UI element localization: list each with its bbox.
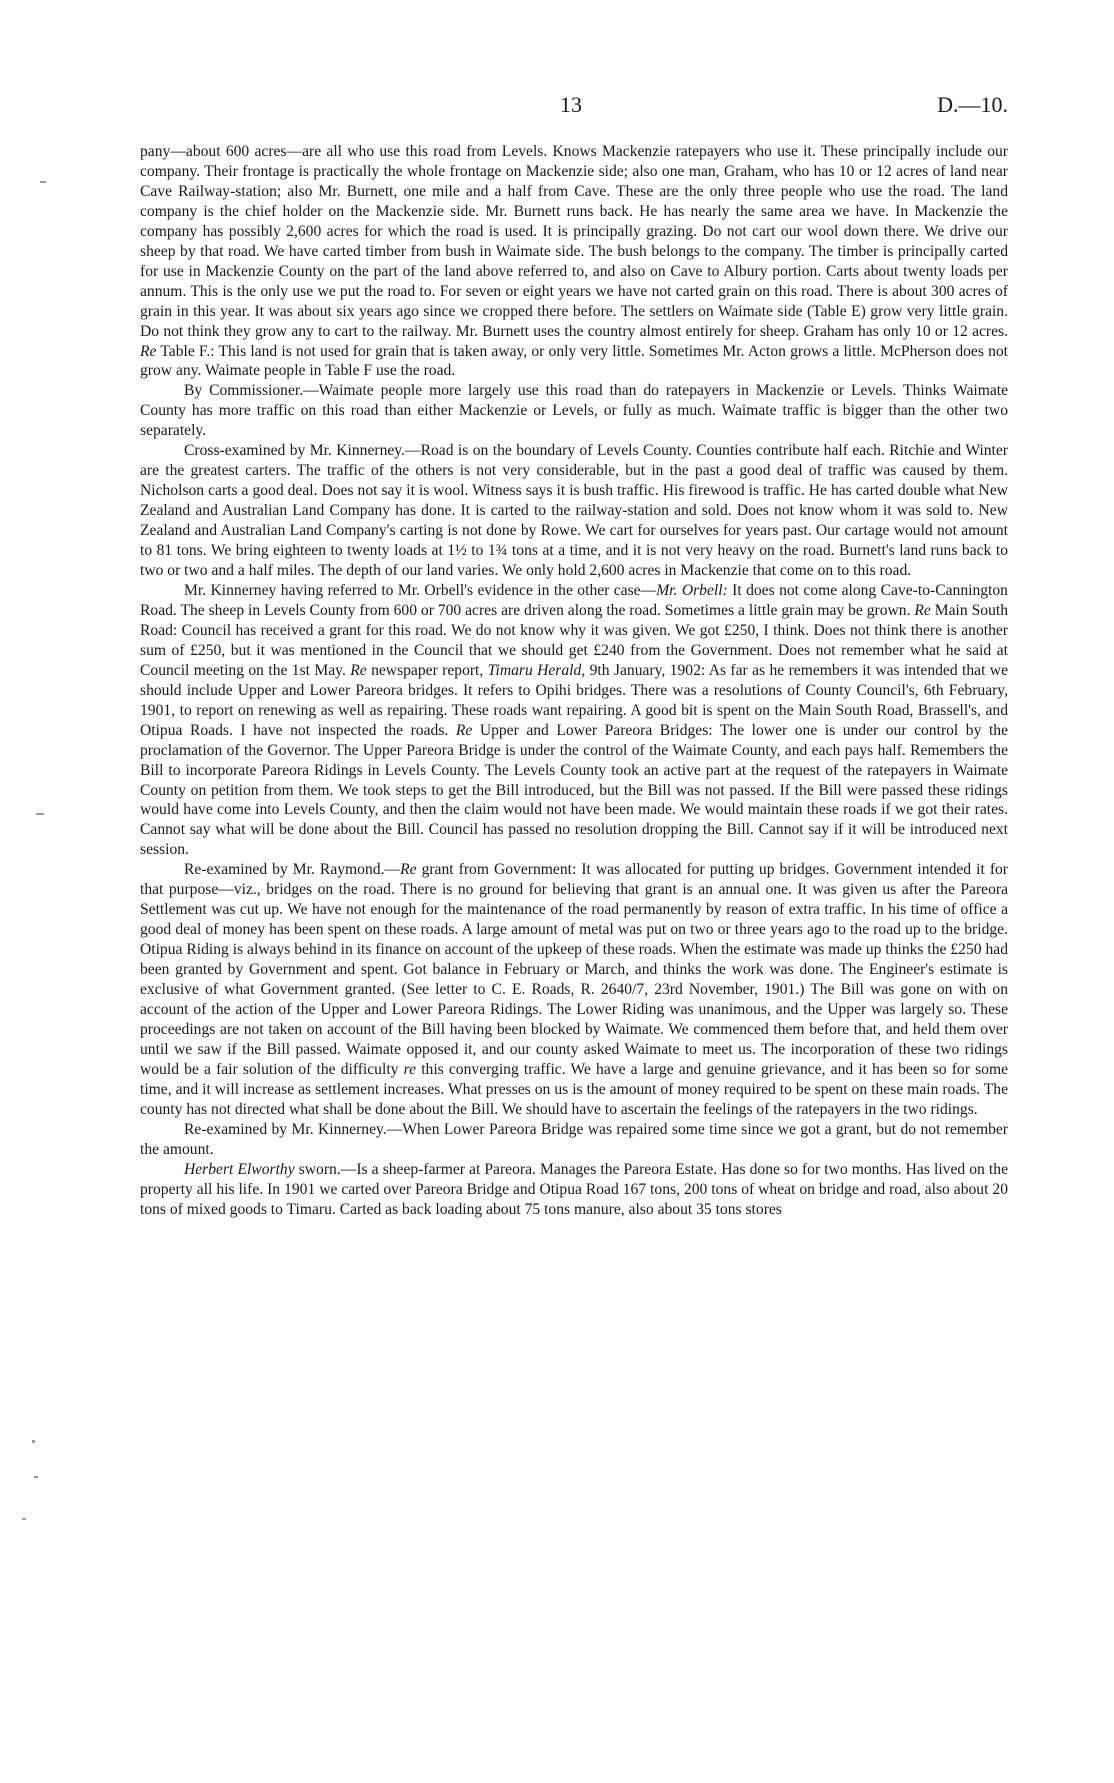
text-run: Main South Road: Council has received a grant for this road. We do not know why it was given. We got £250, I think. Does not think there is another sum of £250, but it was mentioned in the Council that we should get £240 from the Government. Does not remember what he said at Council meeting on the 1st May. [140, 601, 1009, 679]
italic-text: Herbert Elworthy [184, 1160, 295, 1178]
margin-mark [22, 1518, 26, 1520]
paragraph [140, 1160, 1008, 1220]
text-run: pany—about 600 acres—are all who use this road from Levels. Knows Mackenzie ratepayers who use it. These principally include our company. Their frontage is practically the whole frontage on Mackenzie side; also one man, Graham, who has 10 or 12 acres of land near Cave Railway-station; also Mr. Burnett, one mile and a half from Cave. These are the only three people who use the road. The land company is the chief holder on the Mackenzie side. Mr. Burnett runs back. He has nearly the same area we have. In Mackenzie the company has possibly 2,600 acres for which the road is used. It is principally grazing. Do not cart our wool down there. We drive our sheep by that road. We have carted timber from bush in Waimate side. The bush belongs to the company. The timber is principally carted for use in Mackenzie County on the part of the land above referred to, and also on Cave to Albury portion. Carts about twenty loads per annum. This is the only use we put the road to. For seven or eight years we have not carted grain on this road. There is about 300 acres of grain in this year. It was about six years ago since we cropped there before. The settlers on Waimate side (Table E) grow very little grain. Do not think they grow any to cart to the railway. Mr. Burnett uses the country almost entirely for sheep. Graham has only 10 or 12 acres. [140, 143, 1008, 340]
margin-mark [40, 181, 46, 183]
italic-text: Mr. Orbell: [656, 581, 728, 599]
italic-text: re [403, 1060, 417, 1078]
italic-text: Timaru Herald [487, 661, 582, 679]
text-run: this converging traffic. We have a large and genuine grievance, and it has been so for some time, and it will increase as settlement increases. What presses on us is the amount of money required to be spent on these main roads. The county has not directed what shall be done about the Bill. We should have to ascertain the feelings of the ratepayers in the two ridings. [140, 1060, 1008, 1118]
text-run: sworn.—Is a sheep-farmer at Pareora. Manages the Pareora Estate. Has done so for two months. Has lived on the property all his life. In 1901 we carted over Pareora Bridge and Otipua Road 167 tons, 200 tons of wheat on bridge and road, also about 20 tons of mixed goods to Timaru. Carted as back loading about 75 tons manure, also about 35 tons stores [140, 1160, 1008, 1218]
paragraph [140, 860, 1008, 1119]
paragraph [140, 581, 1008, 860]
text-run: Cross-examined by Mr. Kinnerney.—Road is on the boundary of Levels County. Counties contribute half each. Ritchie and Winter are the greatest carters. The traffic of the others is not very considerable, but in the past a good deal of traffic was caused by them. Nicholson carts a good deal. Does not say it is wool. Witness says it is bush traffic. His firewood is traffic. He has carted double what New Zealand and Australian Land Company has done. It is carted to the railway-station and sold. Does not know whom it was sold to. New Zealand and Australian Land Company's carting is not done by Rowe. We cart for ourselves for years past. Our cartage would not amount to 81 tons. We bring eighteen to twenty loads at 1½ to 1¾ tons at a time, and it is not very heavy on the road. Burnett's land runs back to two or two and a half miles. The depth of our land varies. We only hold 2,600 acres in Mackenzie that come on to this road. [140, 442, 1008, 580]
text-run: By Commissioner.—Waimate people more largely use this road than do ratepayers in Mackenzie or Levels. Thinks Waimate County has more traffic on this road than either Mackenzie or Levels, or fully as much. Waimate traffic is bigger than the other two separately. [140, 382, 1008, 440]
paragraph [140, 142, 1008, 381]
paragraph [140, 381, 1008, 441]
italic-text: Re [350, 661, 367, 679]
margin-mark [32, 1440, 35, 1443]
margin-mark [34, 1476, 38, 1478]
text-run: Table F.: This land is not used for grain that is taken away, or only very little. Sometimes Mr. Acton grows a little. McPherson does not grow any. Waimate people in Table F use the road. [140, 342, 1008, 380]
italic-text: Re [140, 342, 157, 360]
text-run: Re-examined by Mr. Raymond.— [184, 861, 401, 879]
margin-mark [36, 813, 44, 815]
paragraph [140, 1120, 1008, 1160]
text-run: newspaper report, [366, 661, 488, 679]
text-run: It does not come along Cave-to-Cannington Road. The sheep in Levels County from 600 or 700 acres are driven along the road. Sometimes a little grain may be grown. [140, 581, 1008, 619]
text-run: grant from Government: It was allocated for putting up bridges. Government intended it for that purpose—viz., bridges on the road. There is no ground for believing that grant is an annual one. It was given us after the Pareora Settlement was cut up. We have not enough for the maintenance of the road permanently by reason of extra traffic. In his time of office a good deal of money has been spent on these roads. A large amount of metal was put on two or three years ago to the road up to the bridge. Otipua Riding is always behind in its finance on account of the upkeep of these roads. When the estimate was made up thinks the £250 had been granted by Government and spent. Got balance in February or March, and thinks the work was done. The Engineer's estimate is exclusive of what Government granted. (See letter to C. E. Roads, R. 2640/7, 23rd November, 1901.) The Bill was gone on with on account of the action of the Upper and Lower Pareora Ridings. The Lower Riding was unanimous, and the Upper was largely so. These proceedings are not taken on account of the Bill having been blocked by Waimate. We commenced them before that, and held them over until we saw if the Bill passed. Waimate opposed it, and our county asked Waimate to meet us. The incorporation of these two ridings would be a fair solution of the difficulty [140, 861, 1009, 1078]
paragraph [140, 441, 1008, 581]
document-reference: D.—10. [937, 92, 1008, 117]
italic-text: Re [914, 601, 931, 619]
page-number: 13 [560, 92, 582, 117]
italic-text: Re [400, 861, 417, 879]
italic-text: Re [455, 721, 473, 739]
document-body [140, 142, 1008, 1219]
text-run: , 9th January, 1902: As far as he remembers it was intended that we should include Upper and Lower Pareora bridges. It refers to Opihi bridges. There was a resolutions of County Council's, 6th February, 1901, to report on renewing as well as repairing. These roads want repairing. A good bit is spent on the Main South Road, Brassell's, and Otipua Roads. I have not inspected the roads. [140, 661, 1008, 739]
text-run: Mr. Kinnerney having referred to Mr. Orbell's evidence in the other case— [184, 581, 657, 599]
page-header [140, 92, 1008, 122]
text-run: Upper and Lower Pareora Bridges: The lower one is under our control by the proclamation of the Governor. The Upper Pareora Bridge is under the control of the Waimate County, and each pays half. Remembers the Bill to incorporate Pareora Ridings in Levels County. The Levels County took an active part at the request of the ratepayers in Waimate County on petition from them. We took steps to get the Bill introduced, but the Bill was not passed. If the Bill were passed these ridings would have come into Levels County, and then the claim would not have been made. We would maintain these roads if we got their rates. Cannot say what will be done about the Bill. Council has passed no resolution dropping the Bill. Cannot say if it will be introduced next session. [140, 721, 1008, 859]
text-run: Re-examined by Mr. Kinnerney.—When Lower Pareora Bridge was repaired some time since we got a grant, but do not remember the amount. [140, 1120, 1008, 1158]
